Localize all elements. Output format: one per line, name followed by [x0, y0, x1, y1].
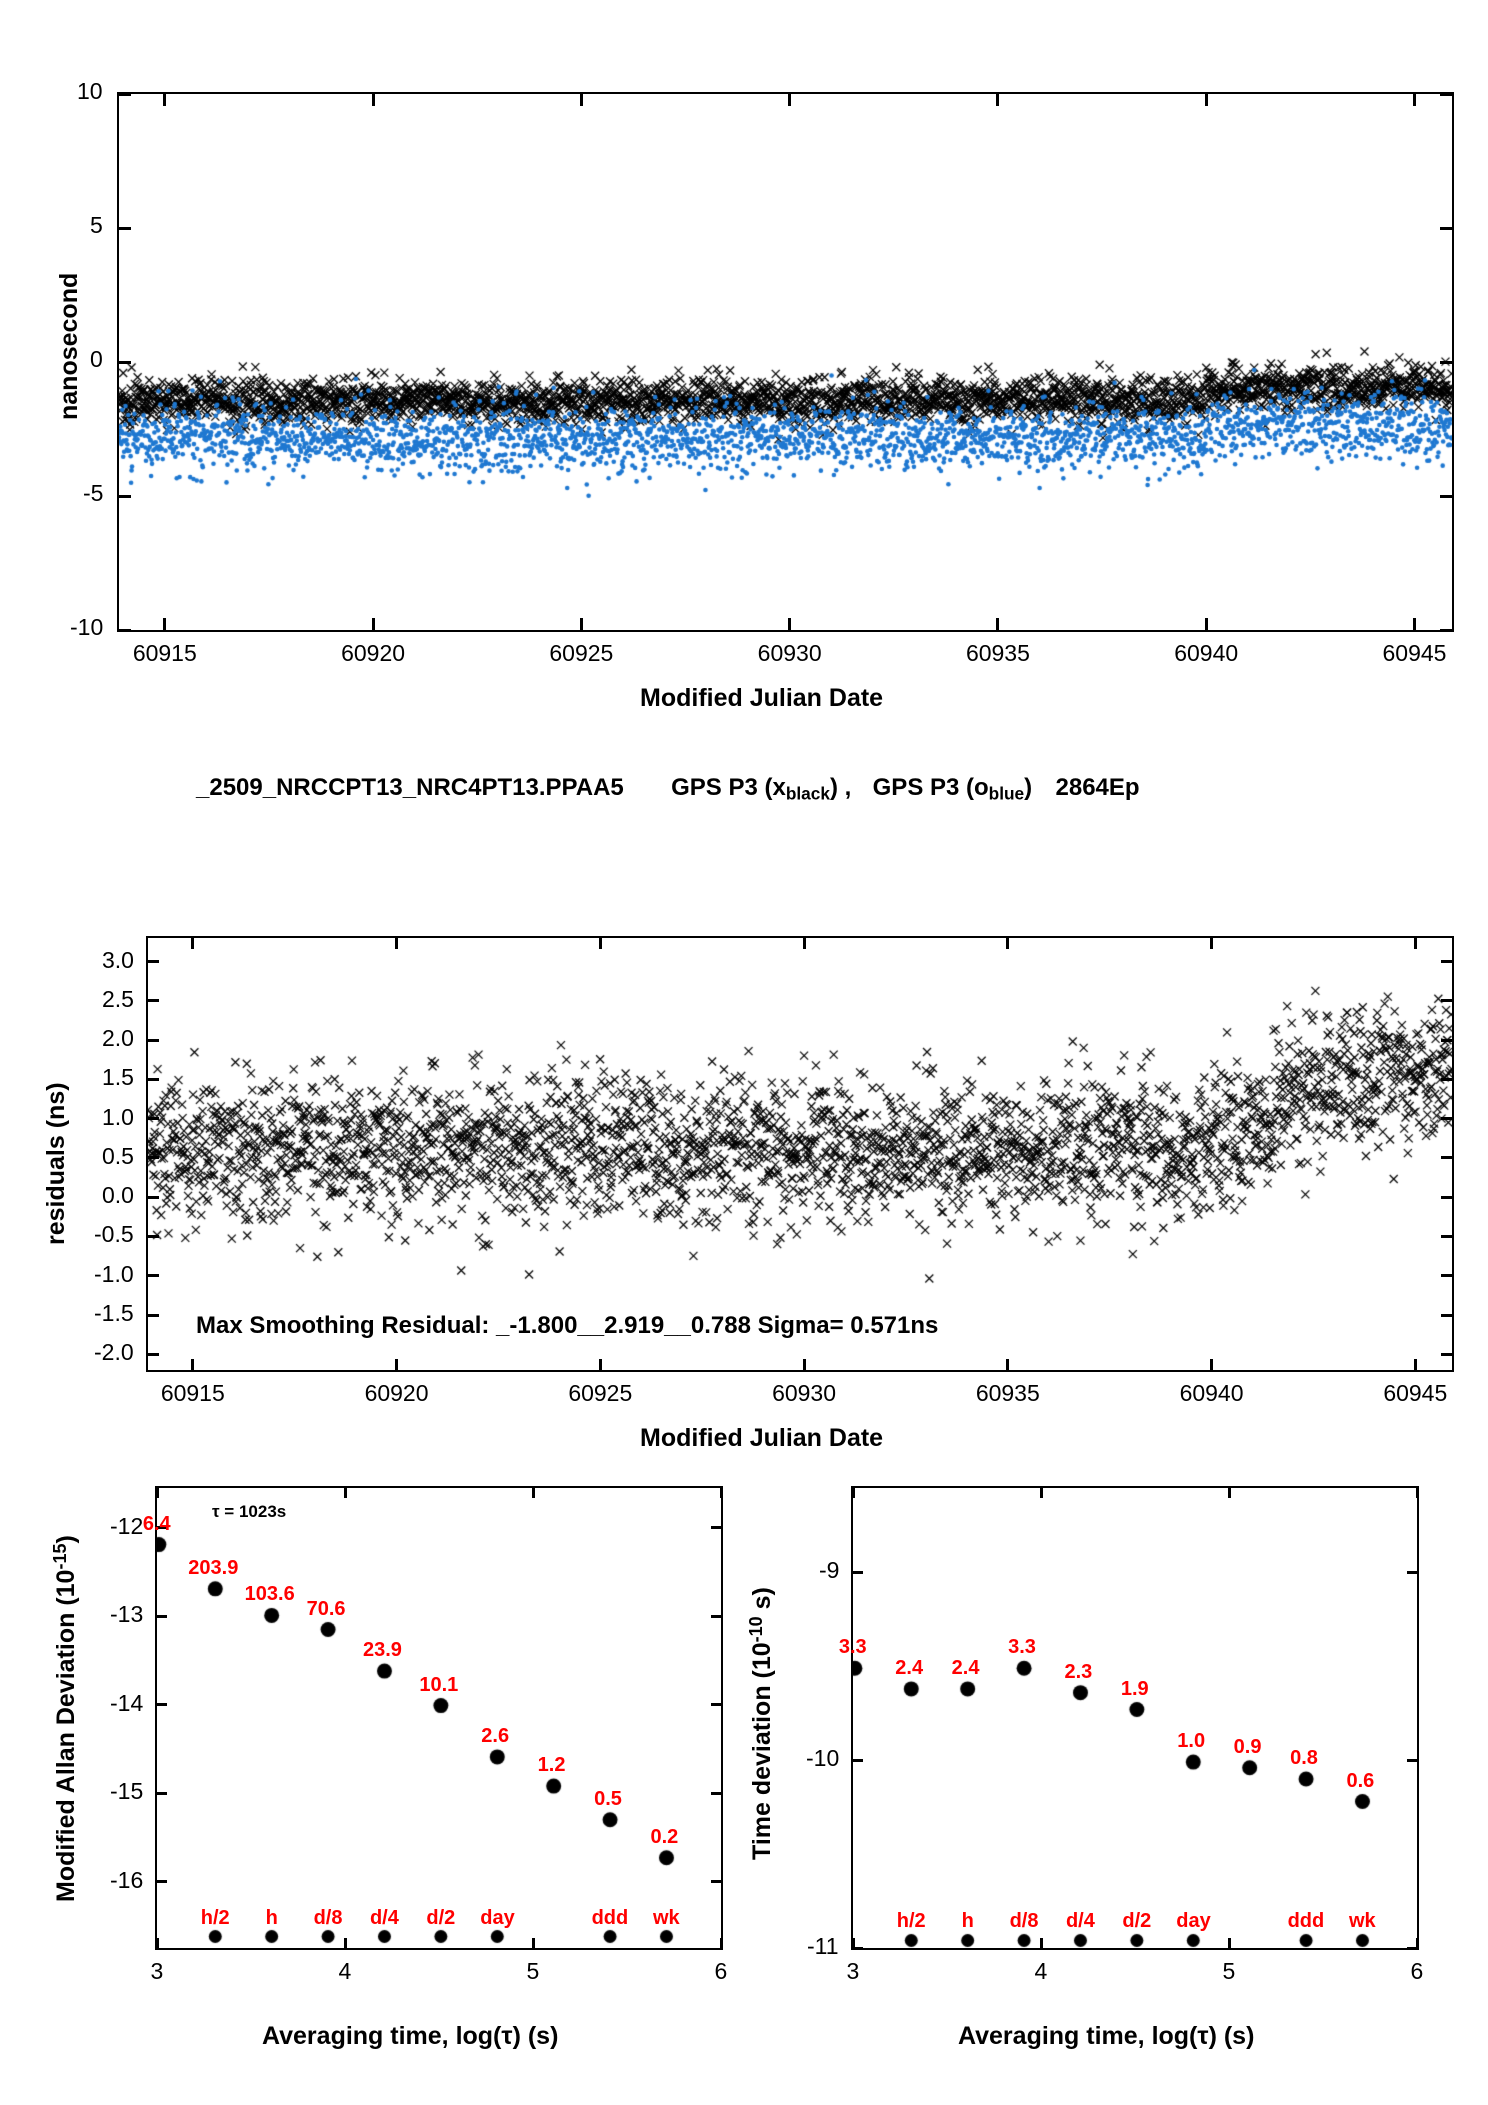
axis-tick [1441, 999, 1454, 1002]
axis-tick [191, 936, 194, 949]
baseline-tick-label: d/4 [369, 1906, 399, 1929]
data-point-label: 3.3 [838, 1636, 867, 1659]
axis-tick [720, 1486, 723, 1498]
baseline-tick-label: d/4 [1065, 1910, 1095, 1933]
axis-tick [532, 1938, 535, 1950]
data-point-label: 1.2 [537, 1754, 566, 1777]
y-axis-title-timeseries: nanosecond [55, 272, 83, 420]
axis-tick [146, 960, 159, 963]
axis-tick [1440, 495, 1454, 498]
axis-tick [146, 1353, 159, 1356]
timeseries-caption [196, 774, 1140, 804]
axis-tick [156, 1938, 159, 1950]
axis-tick [146, 1156, 159, 1159]
axis-tick [599, 1359, 602, 1372]
axis-tick [1205, 618, 1208, 632]
axis-tick-label: 60915 [160, 1380, 225, 1406]
baseline-tick-label: wk [1348, 1910, 1376, 1933]
data-point-label: 203.9 [188, 1556, 239, 1579]
axis-tick [1210, 1359, 1213, 1372]
axis-tick-label: 6 [1410, 1958, 1424, 1984]
data-point-label: 2.3 [1064, 1660, 1093, 1683]
axis-tick [1228, 1938, 1231, 1950]
baseline-tick-label: day [480, 1906, 515, 1929]
axis-tick [852, 1486, 855, 1498]
axis-tick [117, 227, 131, 230]
axis-tick [191, 1359, 194, 1372]
axis-tick [1441, 1196, 1454, 1199]
axis-tick-label: 60935 [975, 1380, 1040, 1406]
axis-tick-label: 60940 [1179, 1380, 1244, 1406]
data-point-label: 10.1 [419, 1673, 459, 1696]
axis-tick [155, 1703, 167, 1706]
axis-tick-label: 3 [150, 1958, 164, 1984]
axis-tick [1210, 936, 1213, 949]
axis-tick [146, 999, 159, 1002]
axis-tick [851, 1571, 863, 1574]
baseline-tick-label: day [1176, 1910, 1211, 1933]
axis-tick-label: 60930 [757, 640, 822, 666]
axis-tick [1407, 1571, 1419, 1574]
caption-epochs: 2864Ep [1055, 774, 1140, 801]
data-point-label: 0.6 [1346, 1769, 1375, 1792]
axis-tick [1441, 1156, 1454, 1159]
axis-tick [803, 1359, 806, 1372]
data-point-label: 0.2 [650, 1825, 679, 1848]
axis-tick [1006, 1359, 1009, 1372]
axis-tick-label: -0.5 [94, 1221, 134, 1248]
axis-tick [851, 1759, 863, 1762]
axis-tick-label: 60945 [1382, 640, 1447, 666]
axis-tick [146, 1117, 159, 1120]
baseline-tick-label: h/2 [896, 1910, 926, 1933]
axis-tick [1441, 1235, 1454, 1238]
baseline-tick-label: h [265, 1906, 278, 1929]
axis-tick [372, 618, 375, 632]
axis-tick [1441, 1274, 1454, 1277]
axis-tick [1440, 629, 1454, 632]
axis-tick [711, 1703, 723, 1706]
axis-tick-label: 60930 [772, 1380, 837, 1406]
axis-tick-label: 60940 [1174, 640, 1239, 666]
x-axis-title-adev: Averaging time, log(τ) (s) [262, 2022, 559, 2050]
axis-tick-label: 60920 [364, 1380, 429, 1406]
axis-tick-label: -1.5 [94, 1300, 134, 1327]
axis-tick-label: 4 [338, 1958, 352, 1984]
axis-tick [155, 1615, 167, 1618]
axis-tick-label: -13 [110, 1601, 144, 1628]
data-point-label: 1.9 [1120, 1677, 1149, 1700]
axis-tick [146, 1196, 159, 1199]
axis-tick-label: -10 [806, 1745, 840, 1772]
data-point-label: 0.9 [1233, 1735, 1262, 1758]
axis-tick-label: 10 [77, 78, 103, 104]
residual-caption: Max Smoothing Residual: _-1.800__2.919__0.788 Sigma= 0.571ns [196, 1312, 939, 1339]
axis-tick [146, 1078, 159, 1081]
axis-tick [146, 1235, 159, 1238]
axis-tick [155, 1792, 167, 1795]
axis-tick [1040, 1938, 1043, 1950]
axis-tick [711, 1880, 723, 1883]
axis-tick-label: 5 [526, 1958, 540, 1984]
axis-tick [1414, 936, 1417, 949]
data-point-label: 103.6 [244, 1583, 295, 1606]
axis-tick [1228, 1486, 1231, 1498]
data-point-label: 2.4 [951, 1656, 980, 1679]
axis-tick-label: 60945 [1383, 1380, 1448, 1406]
y-axis-title-tdev: Time deviation ($10^{-10}$ s) [746, 1587, 777, 1860]
baseline-tick-label: ddd [591, 1906, 629, 1929]
axis-tick [1440, 93, 1454, 96]
axis-tick [155, 1880, 167, 1883]
axis-tick [1440, 361, 1454, 364]
axis-tick-label: 5 [90, 212, 103, 238]
axis-tick [117, 361, 131, 364]
axis-tick [163, 618, 166, 632]
axis-tick-label: 3 [846, 1958, 860, 1984]
axis-tick [788, 618, 791, 632]
tau-annotation: τ = 1023s [212, 1502, 287, 1521]
axis-tick-label: 60915 [132, 640, 197, 666]
axis-tick [996, 92, 999, 106]
axis-tick [1441, 1039, 1454, 1042]
axis-tick-label: 1.0 [102, 1103, 134, 1130]
data-point-label: 3.3 [1008, 1636, 1036, 1659]
axis-tick [117, 495, 131, 498]
axis-tick-label: 60935 [965, 640, 1030, 666]
data-point-label: 6.4 [142, 1512, 171, 1535]
axis-tick-label: -15 [110, 1778, 144, 1805]
axis-tick-label: 6 [714, 1958, 728, 1984]
axis-tick [788, 92, 791, 106]
baseline-tick-label: h [961, 1910, 974, 1933]
axis-tick-label: 4 [1034, 1958, 1048, 1984]
axis-tick [146, 1314, 159, 1317]
x-axis-title-timeseries: Modified Julian Date [640, 684, 884, 712]
axis-tick [1416, 1486, 1419, 1498]
scatter-canvas-timeseries [119, 94, 1452, 630]
x-axis-title-tdev: Averaging time, log(τ) (s) [958, 2022, 1255, 2050]
axis-tick-label: -9 [819, 1557, 840, 1584]
y-axis-title-adev: Modified Allan Deviation $(10^{-15})$ [50, 1535, 81, 1902]
data-point-label: 1.0 [1177, 1730, 1206, 1753]
axis-tick-label: 0 [90, 346, 103, 372]
data-point-label: 70.6 [306, 1597, 346, 1620]
axis-tick-label: -11 [807, 1933, 839, 1959]
data-point-label: 2.6 [481, 1724, 510, 1747]
axis-tick-label: -1.0 [94, 1260, 134, 1287]
axis-tick-label: -14 [110, 1689, 144, 1716]
x-axis-title-residuals: Modified Julian Date [640, 1424, 884, 1452]
axis-tick [1040, 1486, 1043, 1498]
axis-tick-label: 2.0 [102, 1025, 134, 1052]
baseline-tick-label: d/2 [1122, 1910, 1152, 1933]
baseline-tick-label: h/2 [200, 1906, 230, 1929]
caption-series1: GPS P3 $(x_{black})$ , [671, 774, 852, 804]
axis-tick [156, 1486, 159, 1498]
axis-tick [852, 1938, 855, 1950]
axis-tick [711, 1615, 723, 1618]
axis-tick [146, 1039, 159, 1042]
axis-tick-label: -5 [83, 480, 104, 506]
axis-tick [711, 1792, 723, 1795]
axis-tick-label: 5 [1222, 1958, 1236, 1984]
baseline-tick-label: d/8 [1009, 1910, 1039, 1933]
axis-tick [1441, 1117, 1454, 1120]
data-point-label: 0.8 [1290, 1747, 1318, 1770]
axis-tick [720, 1938, 723, 1950]
caption-file: _2509_NRCCPT13_NRC4PT13.PPAA5 [196, 774, 624, 801]
axis-tick [117, 93, 131, 96]
data-point-label: 2.4 [895, 1656, 924, 1679]
axis-tick [163, 92, 166, 106]
baseline-tick-label: d/8 [313, 1906, 343, 1929]
axis-tick [146, 1274, 159, 1277]
axis-tick [395, 936, 398, 949]
axis-tick [344, 1938, 347, 1950]
axis-tick-label: -12 [110, 1512, 144, 1539]
axis-tick [1413, 618, 1416, 632]
points-canvas-tdev [853, 1488, 1417, 1948]
axis-tick [996, 618, 999, 632]
axis-tick [1205, 92, 1208, 106]
axis-tick [117, 629, 131, 632]
axis-tick-label: 0.5 [102, 1142, 134, 1169]
data-point-label: 23.9 [362, 1639, 402, 1662]
axis-tick [1441, 1078, 1454, 1081]
axis-tick-label: 60925 [549, 640, 614, 666]
axis-tick [1440, 227, 1454, 230]
axis-tick-label: -16 [110, 1866, 144, 1893]
axis-tick [1407, 1759, 1419, 1762]
axis-tick [1441, 960, 1454, 963]
points-canvas-adev [157, 1488, 721, 1948]
data-point-label: 0.5 [594, 1787, 622, 1810]
axis-tick [1006, 936, 1009, 949]
axis-tick [580, 92, 583, 106]
axis-tick-label: -10 [70, 614, 104, 640]
scatter-canvas-residuals [148, 938, 1452, 1370]
axis-tick-label: -2.0 [94, 1339, 134, 1366]
axis-tick [1416, 1938, 1419, 1950]
axis-tick [1413, 92, 1416, 106]
axis-tick [344, 1486, 347, 1498]
axis-tick [1441, 1314, 1454, 1317]
axis-tick-label: 60920 [341, 640, 406, 666]
axis-tick-label: 1.5 [102, 1064, 134, 1091]
axis-tick [1414, 1359, 1417, 1372]
axis-tick [580, 618, 583, 632]
axis-tick-label: 2.5 [102, 985, 134, 1012]
axis-tick [803, 936, 806, 949]
axis-tick [395, 1359, 398, 1372]
axis-tick-label: 0.0 [102, 1182, 134, 1209]
axis-tick [532, 1486, 535, 1498]
axis-tick-label: 60925 [568, 1380, 633, 1406]
axis-tick [599, 936, 602, 949]
baseline-tick-label: d/2 [426, 1906, 456, 1929]
axis-tick [1441, 1353, 1454, 1356]
baseline-tick-label: ddd [1287, 1910, 1325, 1933]
axis-tick [711, 1526, 723, 1529]
axis-tick [372, 92, 375, 106]
y-axis-title-residuals: residuals (ns) [42, 1082, 70, 1245]
baseline-tick-label: wk [652, 1906, 680, 1929]
axis-tick-label: 3.0 [102, 946, 134, 973]
caption-series2: GPS P3 $(o_{blue})$ [872, 774, 1033, 804]
